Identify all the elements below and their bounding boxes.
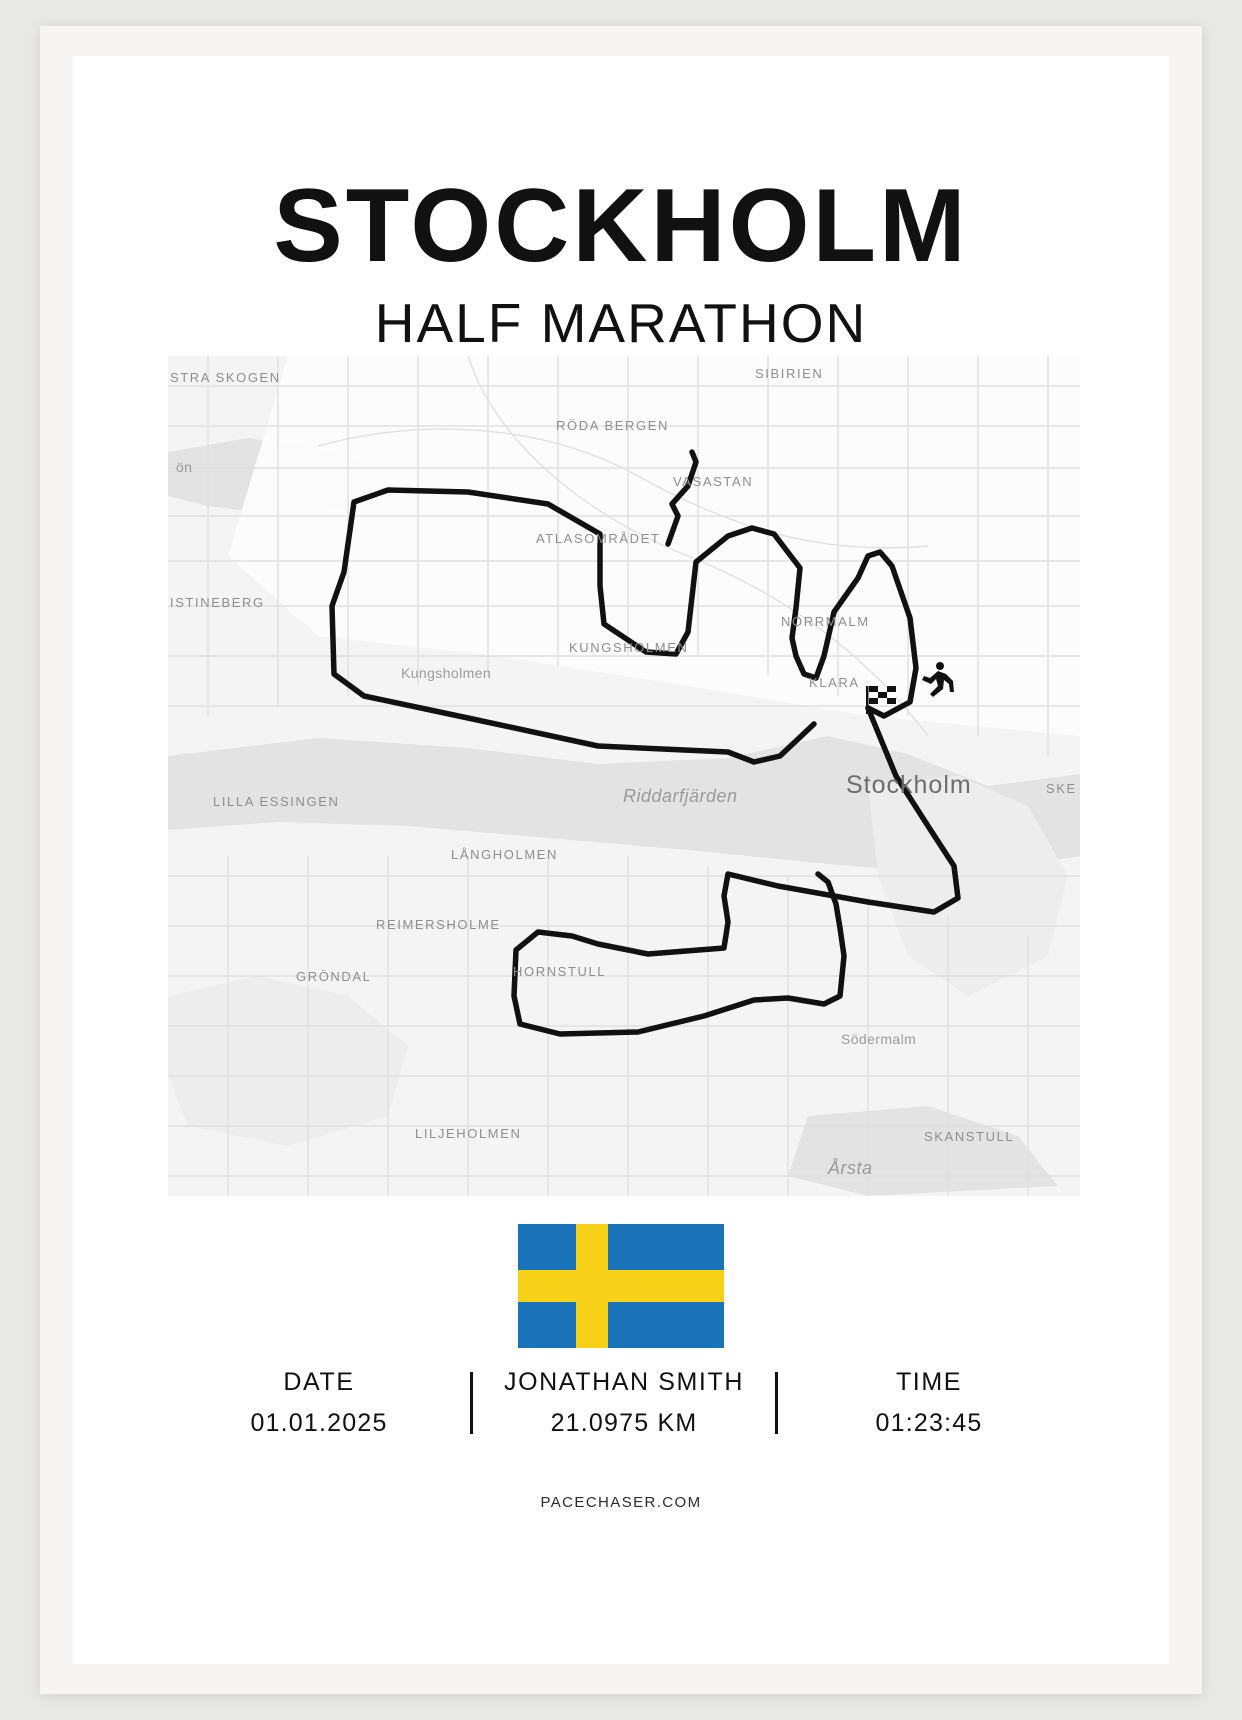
map-district-10: SKE (1046, 781, 1077, 796)
map-city-label: Stockholm (846, 771, 972, 799)
page-title: STOCKHOLM (273, 168, 969, 284)
title-block (73, 168, 1169, 354)
map-district-3: VASASTAN (673, 474, 754, 489)
time-value: 01:23:45 (875, 1409, 983, 1437)
stat-runner (473, 1368, 775, 1438)
map-place-0: ön (176, 459, 193, 475)
stat-date (168, 1368, 470, 1438)
footer-url: PACECHASER.COM (540, 1494, 702, 1511)
map-district-14: GRÖNDAL (296, 969, 372, 984)
map-district-12: REIMERSHOLME (376, 917, 501, 932)
map-district-7: KUNGSHOLMEN (569, 640, 689, 655)
map-svg (168, 356, 1080, 1196)
stat-time (778, 1368, 1080, 1438)
flag-block (73, 1224, 1169, 1348)
poster-frame (40, 26, 1202, 1694)
route-map (168, 356, 1080, 1196)
map-district-1: SIBIRIEN (755, 366, 824, 381)
map-district-6: NORRMALM (781, 614, 870, 629)
sweden-flag-icon (518, 1224, 724, 1348)
map-district-9: LILLA ESSINGEN (213, 794, 340, 809)
map-district-11: LÅNGHOLMEN (451, 847, 559, 862)
map-district-0: STRA SKOGEN (170, 370, 281, 385)
flag-cross-horizontal (518, 1270, 724, 1302)
date-value: 01.01.2025 (250, 1409, 388, 1437)
distance-value: 21.0975 KM (550, 1409, 698, 1437)
map-water-label-0: Riddarfjärden (623, 786, 738, 806)
date-label: DATE (283, 1368, 355, 1396)
map-district-15: LILJEHOLMEN (415, 1126, 522, 1141)
stats-row (168, 1368, 1080, 1438)
map-district-5: ISTINEBERG (170, 595, 265, 610)
map-district-16: SKANSTULL (924, 1129, 1015, 1144)
map-district-4: ATLASOMRÅDET (536, 531, 661, 546)
runner-name: JONATHAN SMITH (504, 1368, 744, 1396)
map-district-13: HORNSTULL (513, 964, 607, 979)
map-water-label-1: Årsta (828, 1158, 873, 1178)
map-place-2: Södermalm (841, 1031, 917, 1047)
time-label: TIME (895, 1368, 963, 1396)
map-place-1: Kungsholmen (401, 665, 492, 681)
map-district-2: RÖDA BERGEN (556, 418, 669, 433)
map-district-8: KLARA (809, 675, 860, 690)
page-subtitle: HALF MARATHON (374, 292, 868, 354)
poster-canvas (73, 56, 1169, 1664)
